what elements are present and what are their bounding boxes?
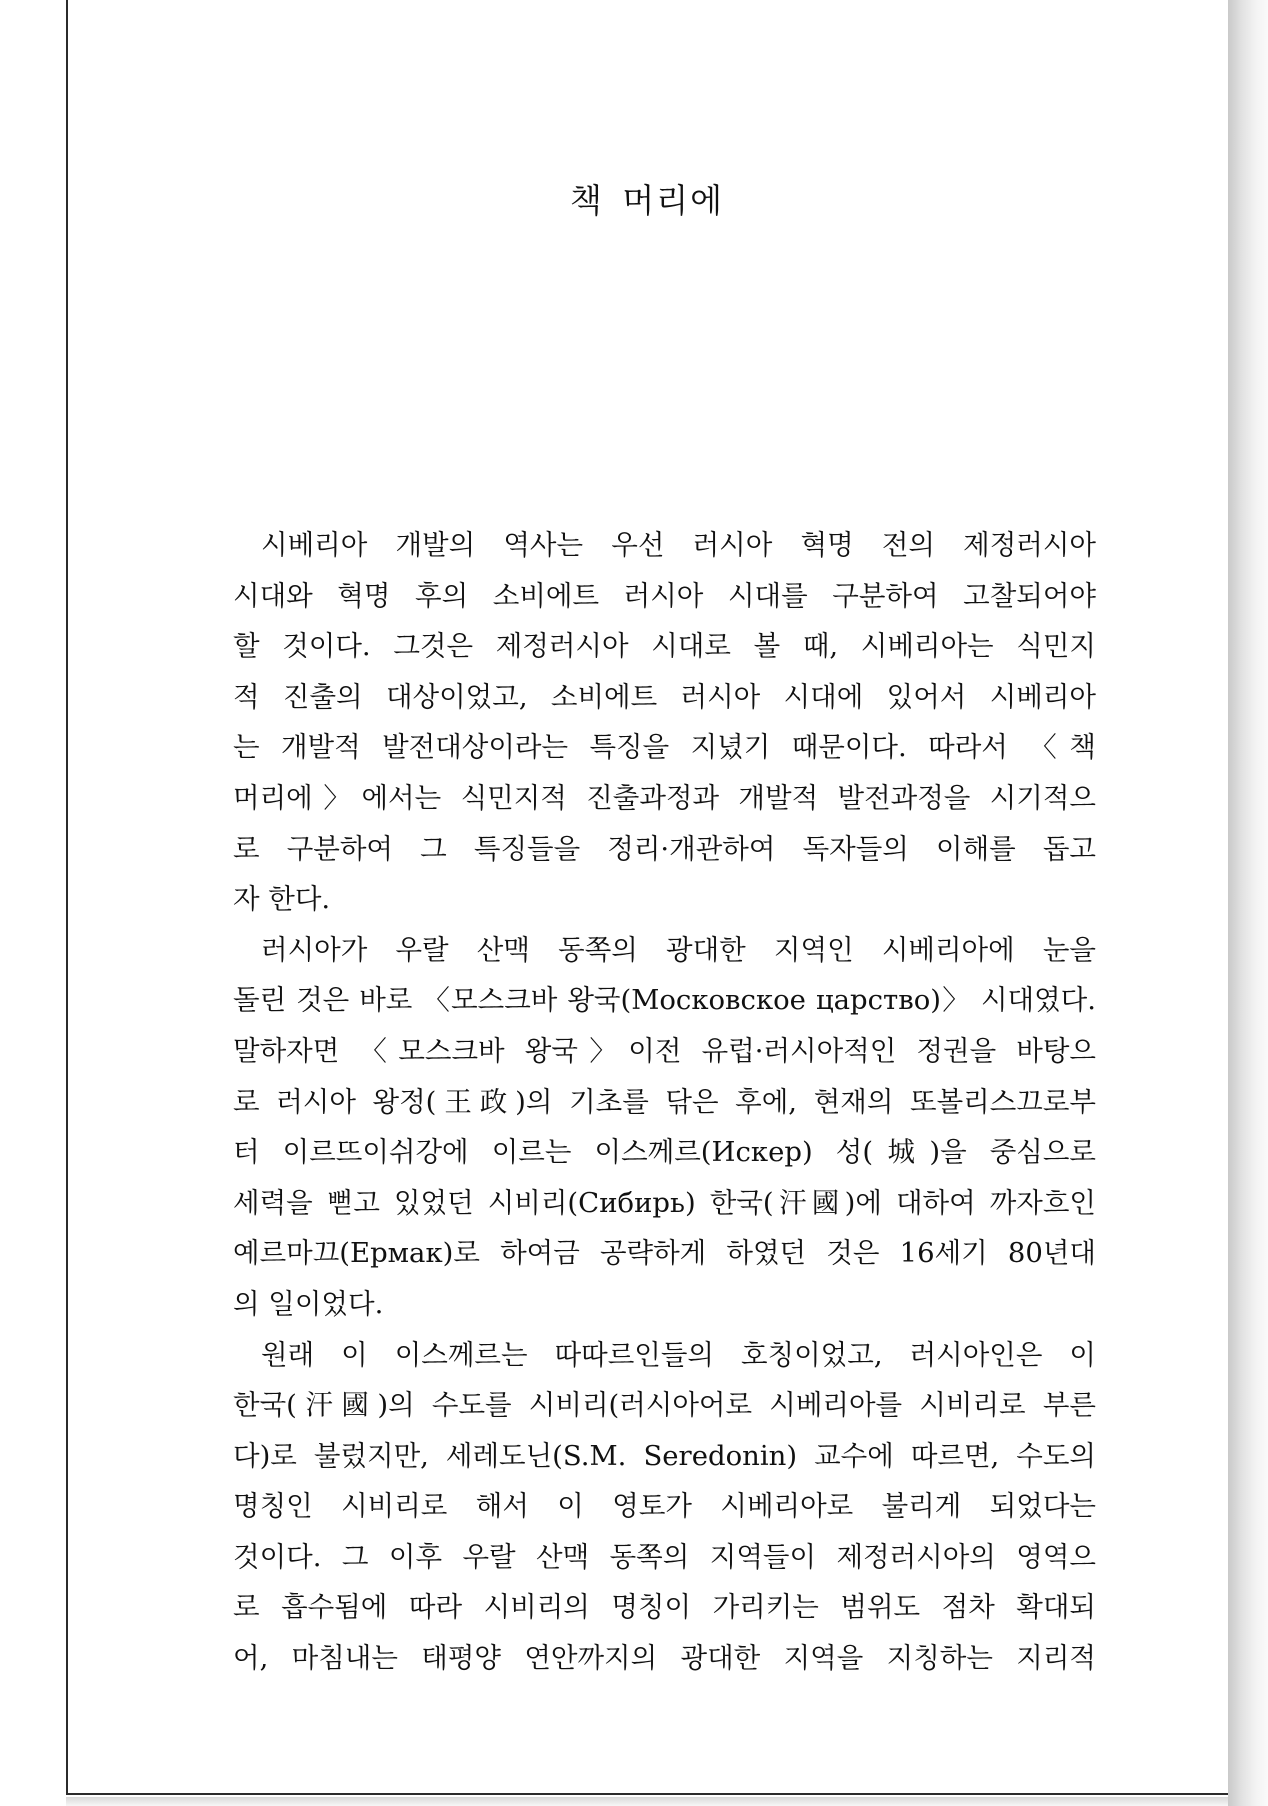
text-line: 적 진출의 대상이었고, 소비에트 러시아 시대에 있어서 시베리아 — [233, 680, 1096, 713]
text-line: 러시아가 우랄 산맥 동쪽의 광대한 지역인 시베리아에 눈을 — [261, 933, 1096, 966]
text-line: 것이다. 그 이후 우랄 산맥 동쪽의 지역들이 제정러시아의 영역으 — [233, 1540, 1096, 1573]
chapter-title: 책 머리에 — [569, 181, 724, 220]
text-line: 머리에〉에서는 식민지적 진출과정과 개발적 발전과정을 시기적으 — [233, 781, 1096, 814]
text-line: 터 이르뜨이쉬강에 이르는 이스께르(Искер) 성(城)을 중심으로 — [233, 1136, 1096, 1169]
text-line: 자 한다. — [233, 883, 331, 916]
text-line: 시대와 혁명 후의 소비에트 러시아 시대를 구분하여 고찰되어야 — [233, 579, 1096, 612]
text-line: 세력을 뻗고 있었던 시비리(Сибирь) 한국(汗國)에 대하여 까자흐인 — [233, 1186, 1096, 1219]
text-line: 로 러시아 왕정(王政)의 기초를 닦은 후에, 현재의 또볼리스끄로부 — [233, 1085, 1096, 1118]
text-line: 명칭인 시비리로 해서 이 영토가 시베리아로 불리게 되었다는 — [233, 1490, 1096, 1523]
body-text — [233, 520, 1096, 1684]
text-line: 예르마끄(Ермак)로 하여금 공략하게 하였던 것은 16세기 80년대 — [233, 1237, 1096, 1270]
text-line: 의 일이었다. — [233, 1287, 384, 1320]
text-line: 말하자면 〈모스크바 왕국〉이전 유럽·러시아적인 정권을 바탕으 — [233, 1034, 1096, 1067]
text-line: 한국(汗國)의 수도를 시비리(러시아어로 시베리아를 시비리로 부른 — [233, 1389, 1096, 1422]
text-line: 돌린 것은 바로 〈모스크바 왕국(Московское царство)〉 시대였다. — [233, 984, 1096, 1017]
text-line: 는 개발적 발전대상이라는 특징을 지녔기 때문이다. 따라서 〈책 — [233, 731, 1096, 764]
text-line: 원래 이 이스께르는 따따르인들의 호칭이었고, 러시아인은 이 — [261, 1338, 1096, 1371]
page-edge-shadow — [1228, 0, 1268, 1806]
page-bottom-shadow — [66, 1797, 1228, 1806]
text-line: 시베리아 개발의 역사는 우선 러시아 혁명 전의 제정러시아 — [261, 529, 1096, 561]
text-line: 할 것이다. 그것은 제정러시아 시대로 볼 때, 시베리아는 식민지 — [233, 630, 1096, 663]
text-line: 어, 마침내는 태평양 연안까지의 광대한 지역을 지칭하는 지리적 — [233, 1642, 1096, 1675]
text-line: 다)로 불렀지만, 세레도닌(S.M. Seredonin) 교수에 따르면, 수도의 — [233, 1439, 1096, 1472]
text-line: 로 구분하여 그 특징들을 정리·개관하여 독자들의 이해를 돕고 — [233, 832, 1096, 865]
text-line: 로 흡수됨에 따라 시비리의 명칭이 가리키는 범위도 점차 확대되 — [233, 1591, 1096, 1624]
